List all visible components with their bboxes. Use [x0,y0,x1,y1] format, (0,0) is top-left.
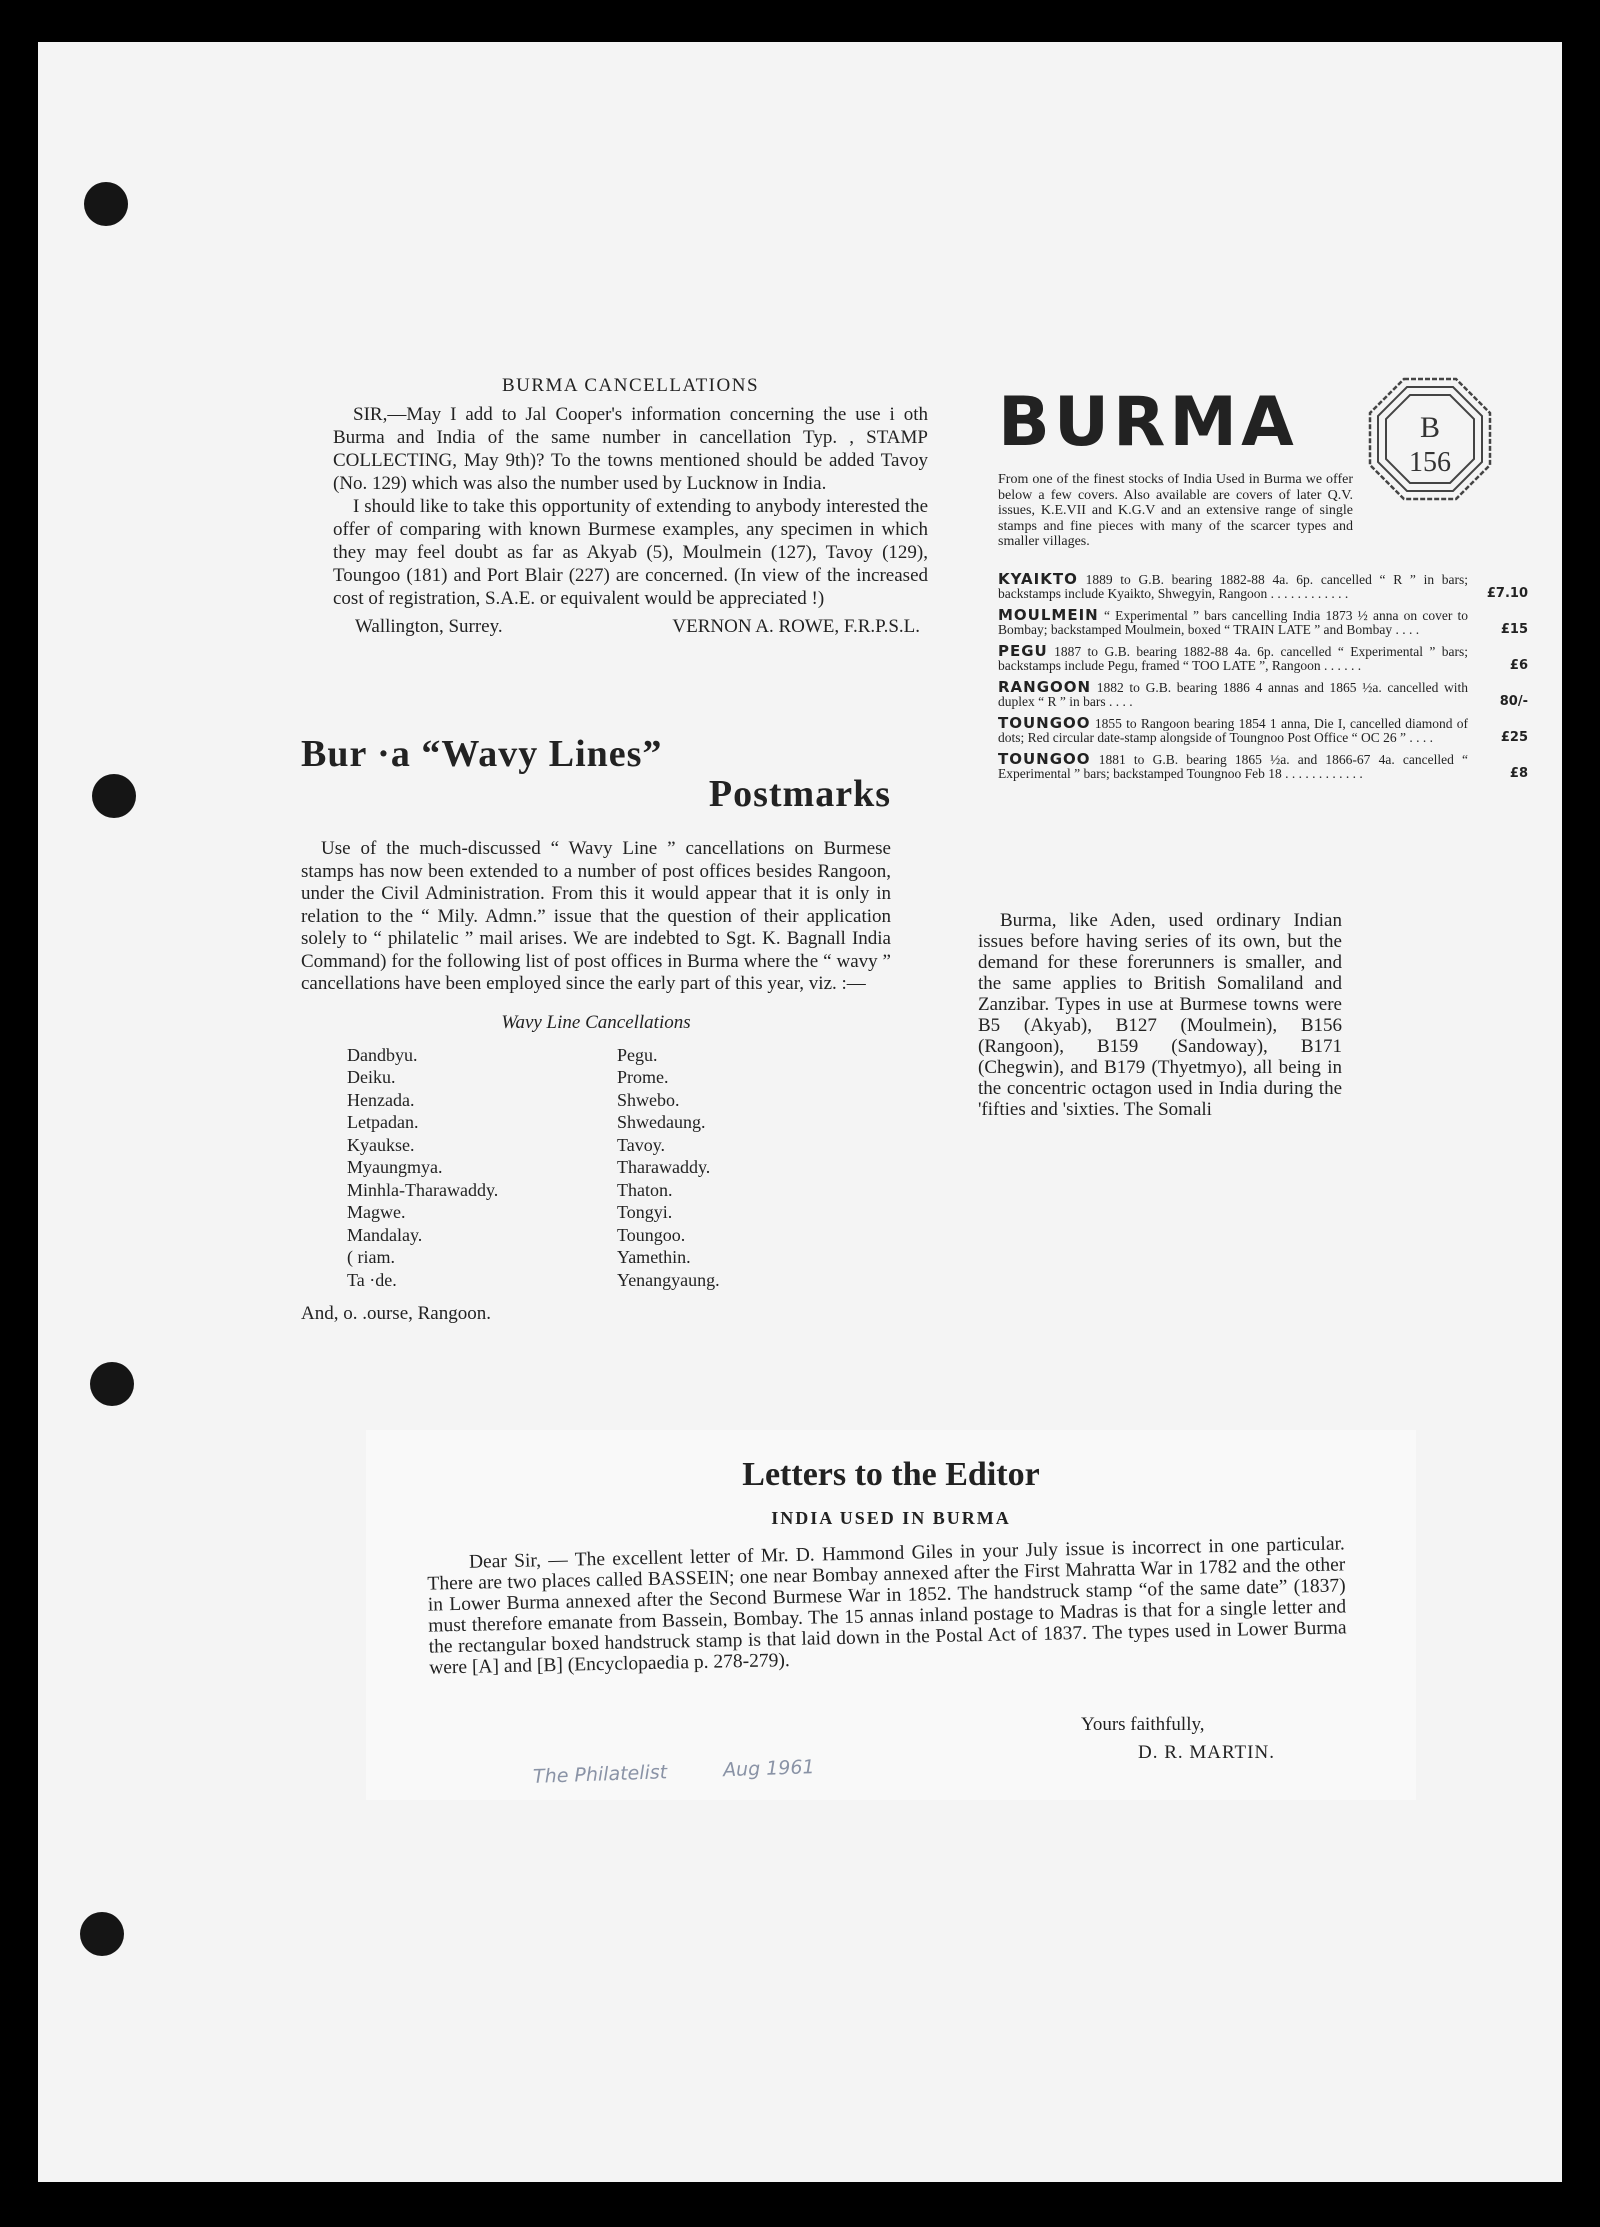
letter-author: VERNON A. ROWE, F.R.P.S.L. [672,616,920,637]
section-title: Letters to the Editor [742,1456,1040,1493]
list-item: Tongyi. [617,1202,673,1222]
offer-town: PEGU [998,641,1048,660]
list-item: Deiku. [347,1067,396,1087]
list-item: Pegu. [617,1044,658,1065]
list-item: Yamethin. [617,1247,691,1267]
note-source: The Philatelist [532,1761,668,1788]
offer-price: £25 [1500,729,1528,745]
offer-price: £8 [1509,765,1528,781]
offer-price: £7.10 [1486,585,1528,601]
list-item: Myaungmya. [347,1157,443,1177]
list-item: Minhla-Tharawaddy. [347,1179,499,1200]
letter-closing: Yours faithfully, [1081,1714,1205,1735]
offer-town: TOUNGOO [998,713,1091,732]
list-item: Thaton. [617,1179,673,1200]
punch-hole [90,1362,134,1406]
list-item: ( riam. [347,1247,395,1267]
letter-paragraph: I should like to take this opportunity of extending to anybody interested the offer of comparing with known Burmese examples, any specimen in which they may feel doubt as far as Akyab (5), Moulmein (127), Tavoy (129), Toungoo (181) and Port Blair (227) are concerned. (In view of the increased cost of registration, S.A.E. or equivalent would be appreciated !) [333,496,928,609]
article-title: Bur ·a “Wavy Lines” [301,733,663,775]
punch-hole [80,1912,124,1956]
offer-item [998,569,1528,601]
offer-item [998,641,1528,673]
list-item: Ta ·de. [347,1269,397,1290]
offer-price: 80/- [1499,693,1528,709]
list-subheading: Wavy Line Cancellations [501,1011,691,1033]
letter-body: Dear Sir, — The excellent letter of Mr. D. Hammond Giles in your July issue is incorrect in one particular. There are two places called BASSEIN; one near Bombay annexed after the First Mahratta War in 1782 and the other in Lower Burma annexed after the Second Burmese War in 1852. The handstruck stamp “of the same date” (1837) must therefore emanate from Bassein, Bombay. The 15 annas inland postage to Madras is that for a single letter and the rectangular boxed handstruck stamp is that laid down in the Postal Act of 1837. The types used in Lower Burma were [A] and [B] (Encyclopaedia p. 278-279). [427,1533,1347,1679]
list-item: Yenangyaung. [617,1269,720,1290]
clipping-heading: BURMA CANCELLATIONS [501,375,760,396]
offer-item [998,605,1528,637]
offer-text: 1887 to G.B. bearing 1882-88 4a. 6p. cancelled “ Experimental ” bars; backstamps include Pegu, framed “ TOO LATE ”, Rangoon . . . . . . [998,643,1468,673]
offer-item [998,713,1528,745]
list-item: Kyaukse. [347,1134,415,1155]
list-item: Letpadan. [347,1112,419,1132]
offer-item [998,677,1528,709]
list-item: Toungoo. [617,1224,686,1245]
town-list [301,1044,891,1292]
stamp-letter: B [1419,411,1441,444]
town-column [347,1044,617,1292]
article-title: Postmarks [708,773,891,815]
burma-advert-clipping [998,375,1528,788]
offer-price: £6 [1509,657,1528,673]
wavy-lines-clipping [301,732,891,1325]
offer-town: RANGOON [998,677,1092,696]
letter-place: Wallington, Surrey. [355,616,503,637]
letter-paragraph: SIR,—May I add to Jal Cooper's information concerning the use i oth Burma and India of the same number in cancellation Typ. , STAMP COLLECTING, May 9th)? To the towns mentioned should be added Tavoy (No. 129) which was also the number used by Lucknow in India. [333,404,928,494]
article-closing: And, o. .ourse, Rangoon. [301,1303,491,1324]
album-page [38,42,1562,2182]
offer-town: MOULMEIN [998,605,1099,624]
list-item: Shwedaung. [617,1112,706,1132]
letter-signature [333,616,928,638]
note-date: Aug 1961 [722,1756,815,1782]
offer-town: TOUNGOO [998,749,1091,768]
list-item: Tharawaddy. [617,1157,711,1177]
list-item: Dandbyu. [347,1044,418,1065]
offer-town: KYAIKTO [998,569,1078,588]
octagon-cancel-stamp [1366,375,1494,503]
list-item: Prome. [617,1067,669,1087]
letter-signature: D. R. MARTIN. [1138,1742,1275,1763]
letter-subtitle: INDIA USED IN BURMA [771,1508,1011,1528]
stamp-number: 156 [1409,447,1451,478]
offer-text: 1881 to G.B. bearing 1865 ½a. and 1866-67 4a. cancelled “ Experimental ” bars; backstamped Toungnoo Feb 18 . . . . . . . . . . . . [998,751,1469,781]
letters-to-editor-clipping [366,1430,1416,1800]
town-column [617,1044,887,1292]
offer-text: “ Experimental ” bars cancelling India 1873 ½ anna on cover to Bombay; backstamped Moulmein, boxed “ TRAIN LATE ” and Bombay . . . . [998,607,1469,637]
list-item: Shwebo. [617,1089,680,1110]
punch-hole [84,182,128,226]
offer-text: 1882 to G.B. bearing 1886 4 annas and 1865 ½a. cancelled with duplex “ R ” in bars . . . . [998,679,1469,709]
offer-item [998,749,1528,781]
offer-price: £15 [1500,621,1528,637]
advert-title: BURMA [998,383,1298,462]
offer-text: 1855 to Rangoon bearing 1854 1 anna, Die I, cancelled diamond of dots; Red circular date-stamp alongside of Toungnoo Post Office “ OC 26 ” . . . . [998,715,1468,745]
list-item: Magwe. [347,1202,406,1222]
list-item: Henzada. [347,1089,415,1110]
article-body: Use of the much-discussed “ Wavy Line ” cancellations on Burmese stamps has now been extended to a number of post offices besides Rangoon, under the Civil Administration. From this it would appear that it is only in relation to the “ Mily. Admn.” issue that the question of their application solely to “ philatelic ” mail arises. We are indebted to Sgt. K. Bagnall India Command) for the following list of post offices in Burma where the “ wavy ” cancellations have been employed since the early part of this year, viz. :— [301,838,891,994]
cover-offer-list [998,569,1528,781]
list-item: Tavoy. [617,1134,666,1155]
offer-text: 1889 to G.B. bearing 1882-88 4a. 6p. cancelled “ R ” in bars; backstamps include Kyaikto, Shwegyin, Rangoon . . . . . . . . . . . . [998,571,1469,601]
aden-comparison-clipping: Burma, like Aden, used ordinary Indian issues before having series of its own, but the demand for these forerunners is smaller, and the same applies to British Somaliland and Zanzibar. Types in use at Burmese towns were B5 (Akyab), B127 (Moulmein), B156 (Rangoon), B159 (Sandoway), B171 (Chegwin), and B179 (Thyetmyo), all being in the concentric octagon used in India during the 'fifties and 'sixties. The Somali [978,910,1342,1120]
burma-cancellations-clipping [333,375,928,638]
advert-blurb: From one of the finest stocks of India Used in Burma we offer below a few covers. Also available are covers of later Q.V. issues, K.E.VII and K.G.V and an extensive range of single stamps and fine pieces with many of the scarcer types and smaller villages. [998,472,1353,549]
list-item: Mandalay. [347,1224,423,1245]
punch-hole [92,774,136,818]
